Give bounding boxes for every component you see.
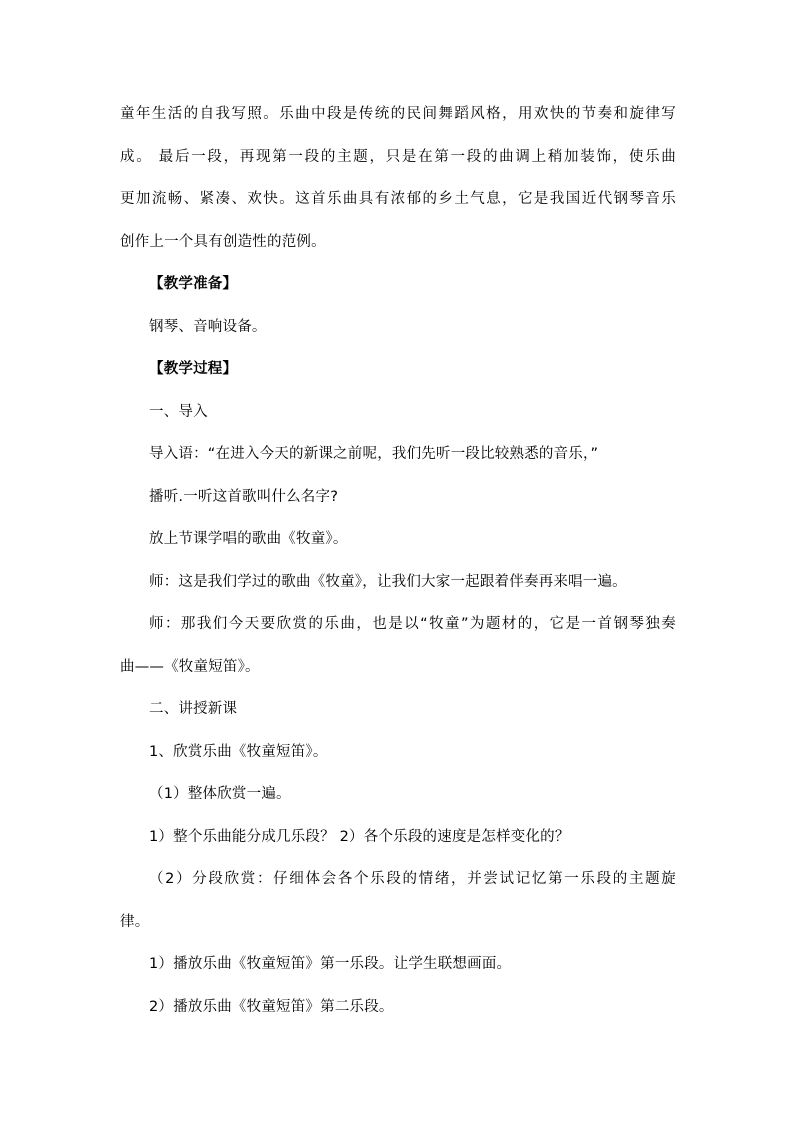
section-heading-process: 【教学过程】: [149, 361, 238, 377]
document-body: [120, 93, 676, 1028]
step-heading-introduction: 一、导入: [149, 403, 208, 420]
section-heading-preparation: 【教学准备】: [149, 276, 238, 292]
paragraph-line-3: 更加流畅、紧凑、欢快。这首乐曲具有浓郁的乡土气息，它是我国近代钢琴音乐: [120, 191, 676, 207]
item-play-section-1: 1）播放乐曲《牧童短笛》第一乐段。让学生联想画面。: [149, 956, 512, 972]
teacher-line-2: 师：那我们今天要欣赏的乐曲，也是以“牧童”为题材的，它是一首钢琴独奏: [149, 616, 676, 632]
paragraph-line-1: 童年生活的自我写照。乐曲中段是传统的民间舞蹈风格，用欢快的节奏和旋律写: [120, 106, 676, 122]
item-section-listening: （2）分段欣赏：仔细体会各个乐段的情绪，并尝试记忆第一乐段的主题旋: [149, 871, 676, 887]
item-appreciate-piece: 1、欣赏乐曲《牧童短笛》。: [149, 743, 328, 760]
listening-question: 播听.一听这首歌叫什么名字?: [149, 488, 339, 505]
teacher-line-1: 师：这是我们学过的歌曲《牧童》，让我们大家一起跟着伴奏再来唱一遍。: [149, 573, 627, 590]
item-play-section-2: 2）播放乐曲《牧童短笛》第二乐段。: [149, 998, 394, 1015]
paragraph-line-4: 创作上一个具有创造性的范例。: [120, 233, 326, 250]
preparation-text: 钢琴、音响设备。: [149, 318, 267, 335]
step-heading-new-lesson: 二、讲授新课: [149, 701, 238, 717]
play-song-text: 放上节课学唱的歌曲《牧童》。: [149, 531, 348, 547]
paragraph-line-2: 成。 最后一段，再现第一段的主题，只是在第一段的曲调上稍加装饰，使乐曲: [120, 148, 676, 165]
item-questions: 1）整个乐曲能分成几乐段？ 2）各个乐段的速度是怎样变化的？: [149, 828, 570, 845]
item-section-listening-continued: 律。: [120, 913, 150, 930]
introduction-speech: 导入语：“在进入今天的新课之前呢，我们先听一段比较熟悉的音乐，”: [149, 446, 599, 462]
item-whole-listening: （1）整体欣赏一遍。: [149, 786, 291, 802]
teacher-line-2-continued: 曲——《牧童短笛》。: [120, 658, 260, 675]
